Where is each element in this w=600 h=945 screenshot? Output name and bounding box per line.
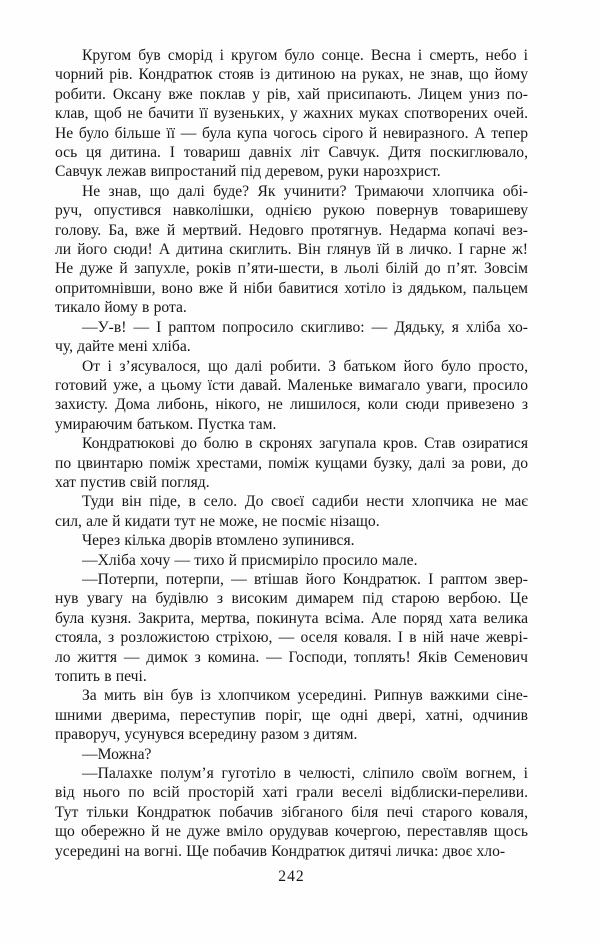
text-line: Кондратюкові до болю в скронях загупала кров. Став озиратися <box>82 435 528 453</box>
text-line: ли його сюди! А дитина скиглить. Він глянув їй в личко. І гарне ж! <box>55 241 528 259</box>
text-line: —Можна? <box>82 745 152 763</box>
paragraph <box>55 182 528 318</box>
paragraph <box>55 764 528 861</box>
text-line: —Потерпи, потерпи, — втішав його Кондратюк. І раптом звер- <box>82 570 528 588</box>
text-line: робити. Оксану вже поклав у рів, хай присипають. Лицем униз по- <box>55 85 528 103</box>
text-line: —Хліба хочу — тихо й присмиріло просило мале. <box>82 551 418 569</box>
paragraph <box>55 745 528 764</box>
text-line: опритомнівши, воно вже й ніби бавитися хотіло із дядьком, пальцем <box>55 279 528 297</box>
text-line: готовий уже, а цьому їсти давай. Маленьке вимагало уваги, просило <box>55 376 528 394</box>
text-line: по цвинтарю поміж хрестами, поміж кущами бузку, далі за рови, до <box>55 454 528 472</box>
text-line: голову. Ба, вже й мертвий. Недовго протягнув. Недарма копачі вез- <box>55 221 528 239</box>
text-line: От і з’ясувалося, що далі робити. З батьком його було просто, <box>82 357 528 375</box>
paragraph <box>55 357 528 435</box>
paragraph <box>55 434 528 492</box>
text-line: ось ця дитина. І товариш давніх літ Савчук. Дитя поскиглювало, <box>55 144 528 162</box>
paragraph <box>55 551 528 570</box>
text-line: Савчук лежав випростаний під деревом, руки нарозхрист. <box>55 163 441 181</box>
paragraph <box>55 531 528 550</box>
page-text <box>55 46 528 861</box>
text-line: від нього по всій просторій хаті грали веселі відблиски-переливи. <box>55 784 528 802</box>
paragraph <box>55 686 528 744</box>
text-line: Не дуже й запухле, років п’яти-шести, в льолі білій до п’ят. Зовсім <box>55 260 528 278</box>
text-line: тикало йому в рота. <box>55 299 187 317</box>
text-line: чорний рів. Кондратюк стояв із дитиною на руках, не знав, що йому <box>55 66 528 84</box>
text-line: праворуч, усунувся всередину разом з дитям. <box>55 726 358 744</box>
text-line: що обережно й не дуже вміло орудував кочергою, переставляв щось <box>55 823 528 841</box>
text-line: стояла, з розложистою стріхою, — оселя коваля. І в ній наче жеврі- <box>55 629 528 647</box>
text-line: умираючим батьком. Пустка там. <box>55 415 277 433</box>
page-number: 242 <box>278 868 305 885</box>
text-line: —Палахке полум’я гуготіло в челюсті, сліпило своїм вогнем, і <box>82 765 528 783</box>
text-line: топить в печі. <box>55 668 147 685</box>
paragraph <box>55 570 528 686</box>
paragraph <box>55 492 528 531</box>
text-line: нув увагу на будівлю з високим димарем під старою вербою. Це <box>55 590 528 608</box>
text-line: ло життя — димок з комина. — Господи, топлять! Яків Семенович <box>55 648 528 666</box>
text-line: чу, дайте мені хліба. <box>55 338 191 356</box>
paragraph <box>55 46 528 182</box>
text-line: Не було більше її — була купа чогось сірого й невиразного. А тепер <box>55 124 528 142</box>
text-line: руч, опустився навколішки, однією рукою повернув товаришеву <box>55 202 528 220</box>
paragraph <box>55 318 528 357</box>
text-line: усередині на вогні. Ще побачив Кондратюк дитячі личка: двоє хло- <box>55 842 506 860</box>
text-line: —У-в! — І раптом попросило скигливо: — Дядьку, я хліба хо- <box>82 318 528 336</box>
text-line: Тут тільки Кондратюк побачив зібганого біля печі старого коваля, <box>55 803 528 821</box>
text-line: Туди він піде, в село. До своєї садиби нести хлопчика не має <box>82 493 528 511</box>
text-line: хат пустив свій погляд. <box>55 473 210 491</box>
text-line: шними дверима, переступив поріг, ще одні двері, хатні, одчинив <box>55 706 528 724</box>
text-line: За мить він був із хлопчиком усередині. Рипнув важкими сіне- <box>82 687 528 705</box>
text-line: захисту. Дома либонь, нікого, не лишилося, коли сюди привезено з <box>55 396 528 414</box>
text-line: була кузня. Закрита, мертва, покинута всіма. Але поряд хата велика <box>55 609 528 627</box>
text-line: Через кілька дворів втомлено зупинився. <box>82 532 355 550</box>
text-line: Кругом був сморід і кругом було сонце. Весна і смерть, небо і <box>82 47 528 64</box>
text-line: клав, щоб не бачити її вузеньких, у жахних муках спотворених очей. <box>55 105 528 123</box>
text-line: Не знав, що далі буде? Як учинити? Тримаючи хлопчика обі- <box>82 182 528 200</box>
text-line: сил, але й кидати тут не може, не посміє нізащо. <box>55 512 380 530</box>
